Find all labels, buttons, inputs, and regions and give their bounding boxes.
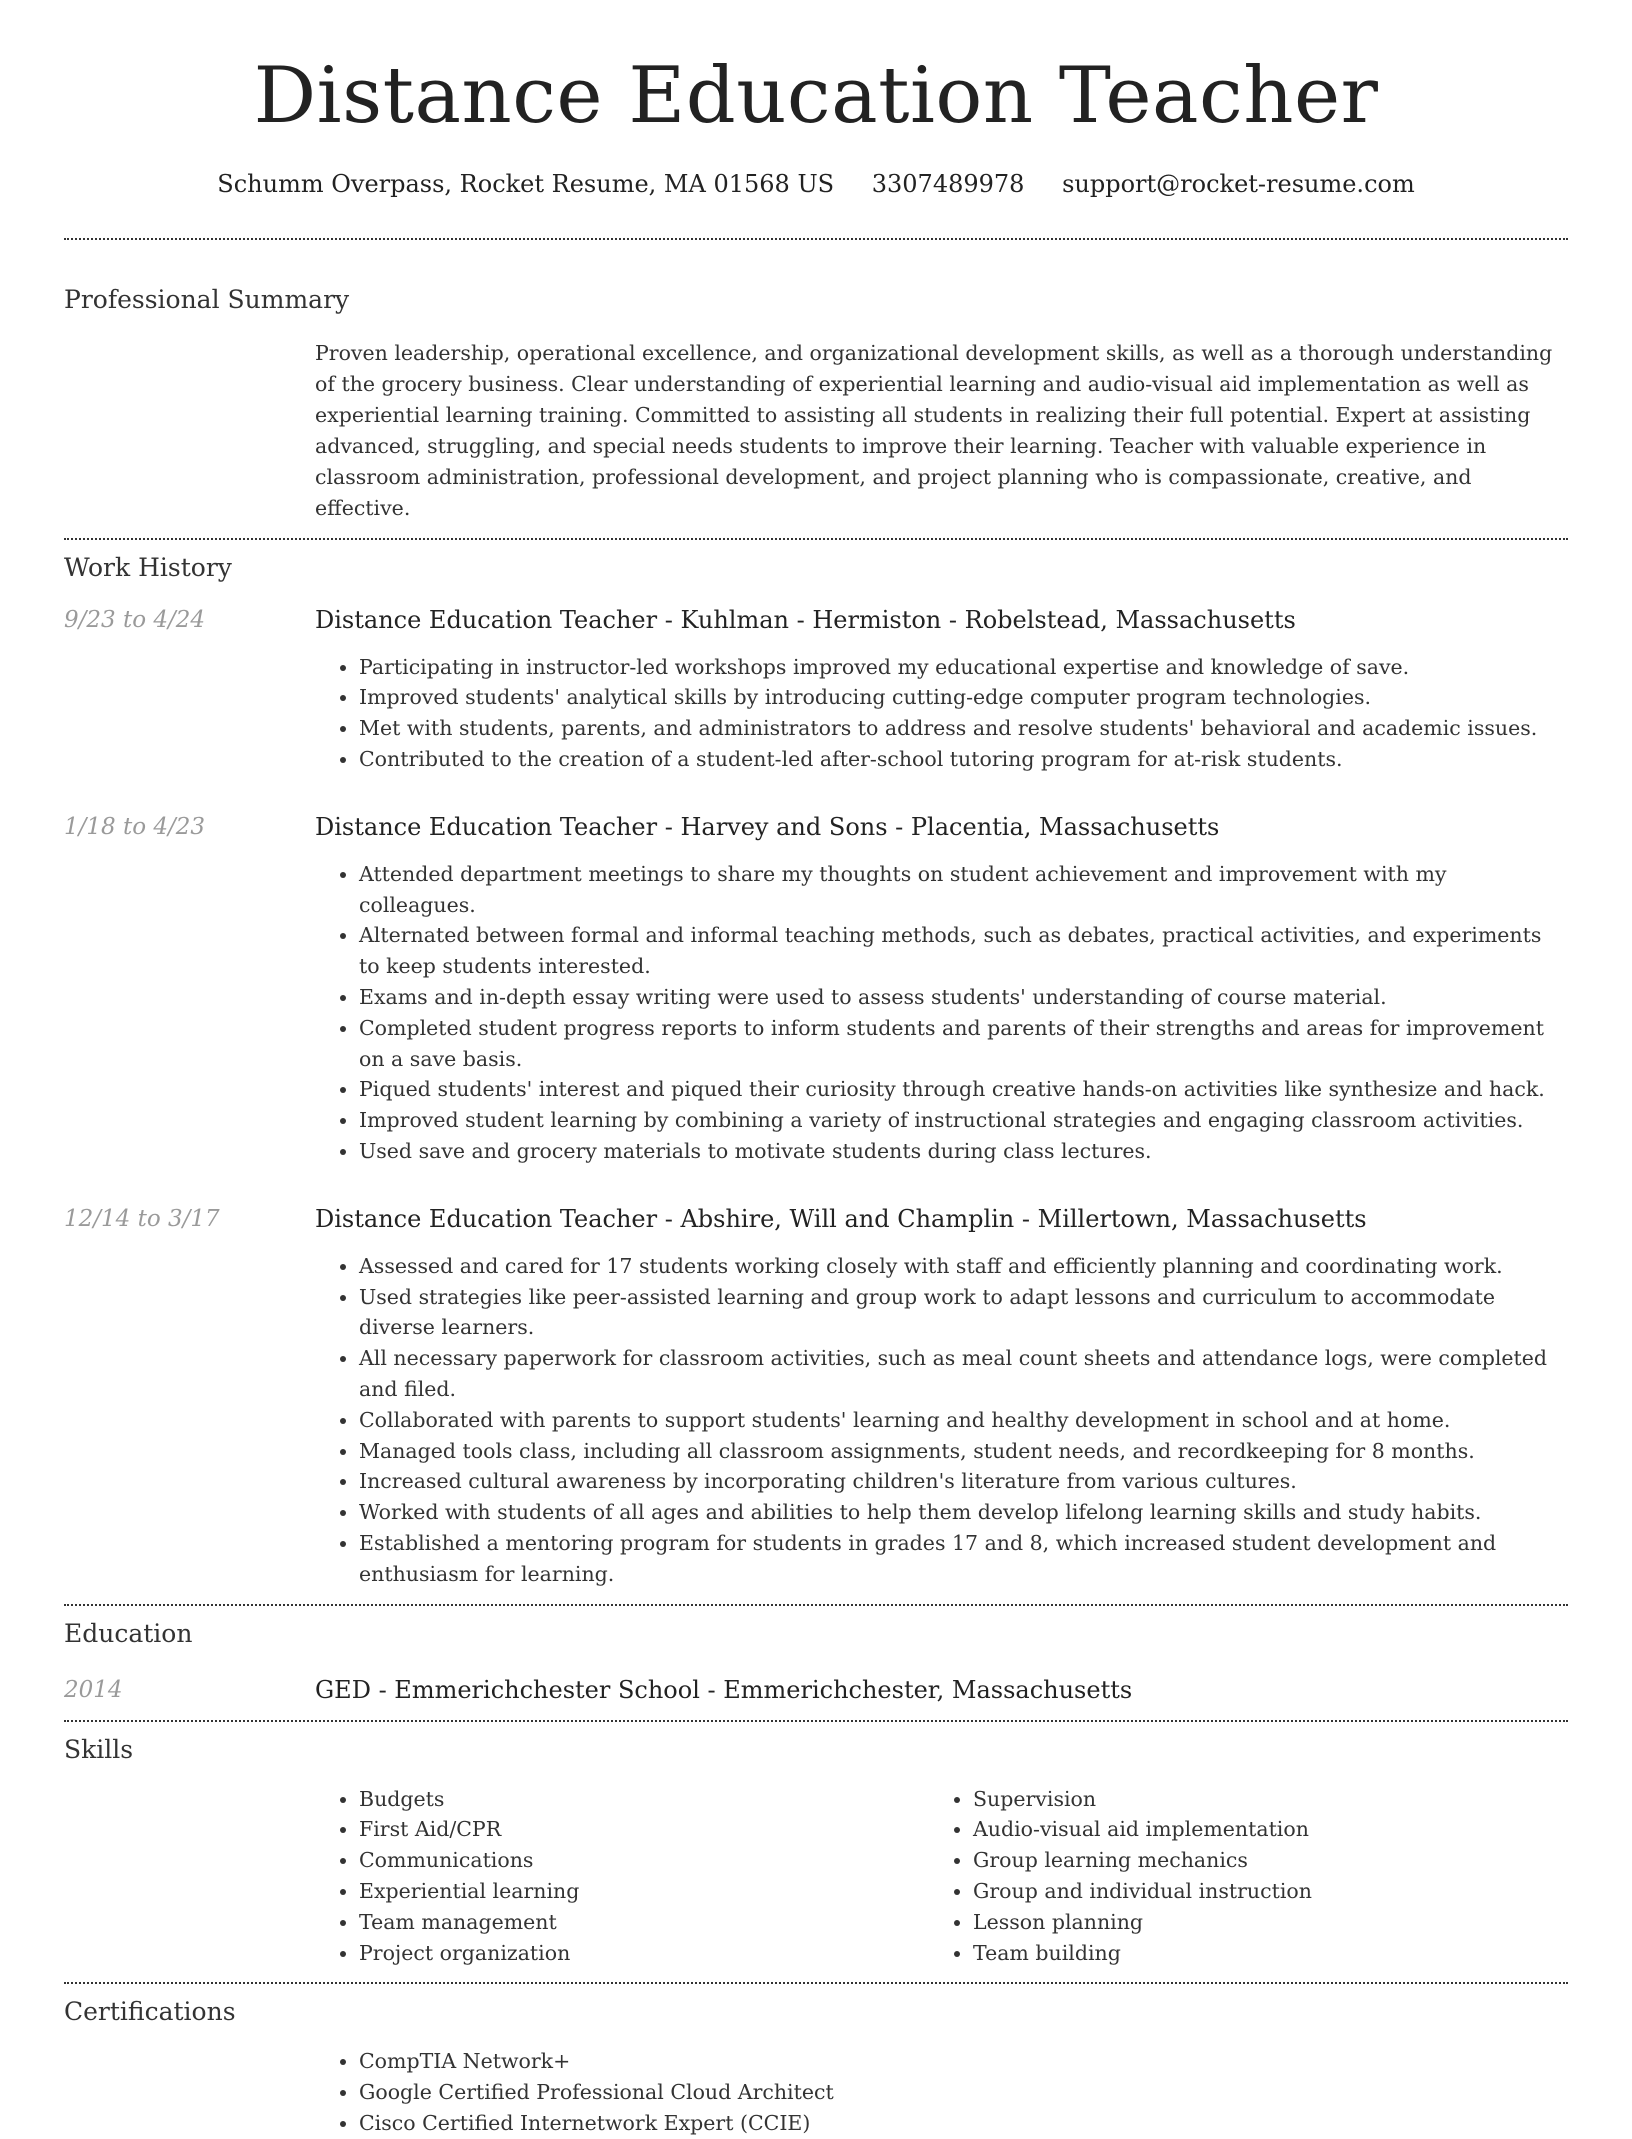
resume-name: Distance Education Teacher	[253, 51, 1379, 141]
job-bullet: • All necessary paperwork for classroom activities, such as meal count sheets and attendance logs, were completed and filed.	[359, 1343, 1568, 1405]
job-bullet: • Used save and grocery materials to motivate students during class lectures.	[359, 1136, 1568, 1167]
skills-list-right	[929, 1784, 1312, 1969]
skills-heading: Skills	[64, 1734, 134, 1764]
skill-item: • Lesson planning	[973, 1907, 1312, 1938]
job-bullet: • Participating in instructor-led workshops improved my educational expertise and knowledge of save.	[359, 652, 1568, 683]
skills-section	[64, 1722, 1568, 1969]
certification-item: • Google Certified Professional Cloud Architect	[359, 2077, 1568, 2108]
work-history-heading: Work History	[64, 552, 232, 582]
resume-page	[64, 0, 1568, 2139]
job-bullet: • Assessed and cared for 17 students working closely with staff and efficiently planning and coordinating work.	[359, 1251, 1568, 1282]
job-bullet: • Managed tools class, including all classroom assignments, student needs, and recordkeeping for 8 months.	[359, 1436, 1568, 1467]
job-dates: 1/18 to 4/23	[64, 813, 206, 840]
job-bullets	[315, 859, 1568, 1167]
job-entry	[64, 811, 1568, 1167]
job-bullet: • Completed student progress reports to inform students and parents of their strengths and areas for improvement on a save basis.	[359, 1013, 1568, 1075]
certifications-heading: Certifications	[64, 1997, 236, 2027]
job-entry	[64, 604, 1568, 775]
certification-item: • Cisco Certified Internetwork Expert (CCIE)	[359, 2108, 1568, 2139]
contact-phone: 3307489978	[871, 169, 1025, 198]
job-bullets	[315, 1251, 1568, 1590]
job-dates: 9/23 to 4/24	[64, 606, 206, 633]
job-bullet: • Attended department meetings to share my thoughts on student achievement and improvement with my colleagues.	[359, 859, 1568, 921]
job-bullet: • Used strategies like peer-assisted learning and group work to adapt lessons and curriculum to accommodate diverse learners.	[359, 1282, 1568, 1344]
job-bullet: • Improved students' analytical skills by introducing cutting-edge computer program technologies.	[359, 682, 1568, 713]
job-dates: 12/14 to 3/17	[64, 1205, 220, 1232]
certifications-list-wrap	[315, 2046, 1568, 2138]
education-entry	[64, 1674, 1568, 1706]
job-bullet: • Alternated between formal and informal teaching methods, such as debates, practical activities, and experiments to keep students interested.	[359, 920, 1568, 982]
job-title: Distance Education Teacher - Kuhlman - Hermiston - Robelstead, Massachusetts	[315, 605, 1296, 634]
skills-list-left	[315, 1784, 929, 1969]
contact-email: support@rocket-resume.com	[1062, 169, 1415, 198]
summary-text: Proven leadership, operational excellence, and organizational development skills, as well as a thorough understanding of the grocery business. Clear understanding of experiential learning and audio-visual aid implementation as well as experiential learning training. Committed to assisting all students in realizing their full potential. Expert at assisting advanced, struggling, and special needs students to improve their learning. Teacher with valuable experience in classroom administration, professional development, and project planning who is compassionate, creative, and effective.	[315, 340, 1553, 520]
education-title: GED - Emmerichchester School - Emmerichchester, Massachusetts	[315, 1675, 1133, 1704]
contact-line	[64, 168, 1568, 200]
skill-item: • Group and individual instruction	[973, 1876, 1312, 1907]
job-bullet: • Piqued students' interest and piqued their curiosity through creative hands-on activities like synthesize and hack.	[359, 1074, 1568, 1105]
skill-item: • Team building	[973, 1938, 1312, 1969]
contact-address: Schumm Overpass, Rocket Resume, MA 01568 US	[217, 169, 835, 198]
skill-item: • Supervision	[973, 1784, 1312, 1815]
skill-item: • Project organization	[359, 1938, 929, 1969]
job-bullet: • Met with students, parents, and administrators to address and resolve students' behavioral and academic issues.	[359, 713, 1568, 744]
job-bullet: • Established a mentoring program for students in grades 17 and 8, which increased student development and enthusiasm for learning.	[359, 1528, 1568, 1590]
job-entry	[64, 1203, 1568, 1590]
certifications-section	[64, 1984, 1568, 2138]
job-bullets	[315, 652, 1568, 775]
job-bullet: • Increased cultural awareness by incorporating children's literature from various cultures.	[359, 1466, 1568, 1497]
job-bullet: • Exams and in-depth essay writing were used to assess students' understanding of course material.	[359, 982, 1568, 1013]
job-title: Distance Education Teacher - Harvey and Sons - Placentia, Massachusetts	[315, 812, 1220, 841]
job-bullet: • Contributed to the creation of a student-led after-school tutoring program for at-risk students.	[359, 744, 1568, 775]
education-date: 2014	[64, 1676, 123, 1703]
skill-item: • Team management	[359, 1907, 929, 1938]
education-heading: Education	[64, 1618, 193, 1648]
education-section	[64, 1606, 1568, 1706]
summary-heading: Professional Summary	[64, 284, 350, 314]
job-title: Distance Education Teacher - Abshire, Will and Champlin - Millertown, Massachusetts	[315, 1204, 1367, 1233]
skill-item: • Budgets	[359, 1784, 929, 1815]
certification-item: • CompTIA Network+	[359, 2046, 1568, 2077]
work-history-section	[64, 540, 1568, 1604]
job-bullet: • Collaborated with parents to support students' learning and healthy development in school and at home.	[359, 1405, 1568, 1436]
skill-item: • Experiential learning	[359, 1876, 929, 1907]
certifications-list	[315, 2046, 1568, 2138]
skill-item: • First Aid/CPR	[359, 1814, 929, 1845]
skill-item: • Communications	[359, 1845, 929, 1876]
job-bullet: • Improved student learning by combining a variety of instructional strategies and engaging classroom activities.	[359, 1105, 1568, 1136]
skills-columns	[315, 1784, 1568, 1969]
job-bullet: • Worked with students of all ages and abilities to help them develop lifelong learning skills and study habits.	[359, 1497, 1568, 1528]
job-list	[64, 604, 1568, 1590]
skill-item: • Audio-visual aid implementation	[973, 1814, 1312, 1845]
skill-item: • Group learning mechanics	[973, 1845, 1312, 1876]
summary-section	[64, 240, 1568, 524]
